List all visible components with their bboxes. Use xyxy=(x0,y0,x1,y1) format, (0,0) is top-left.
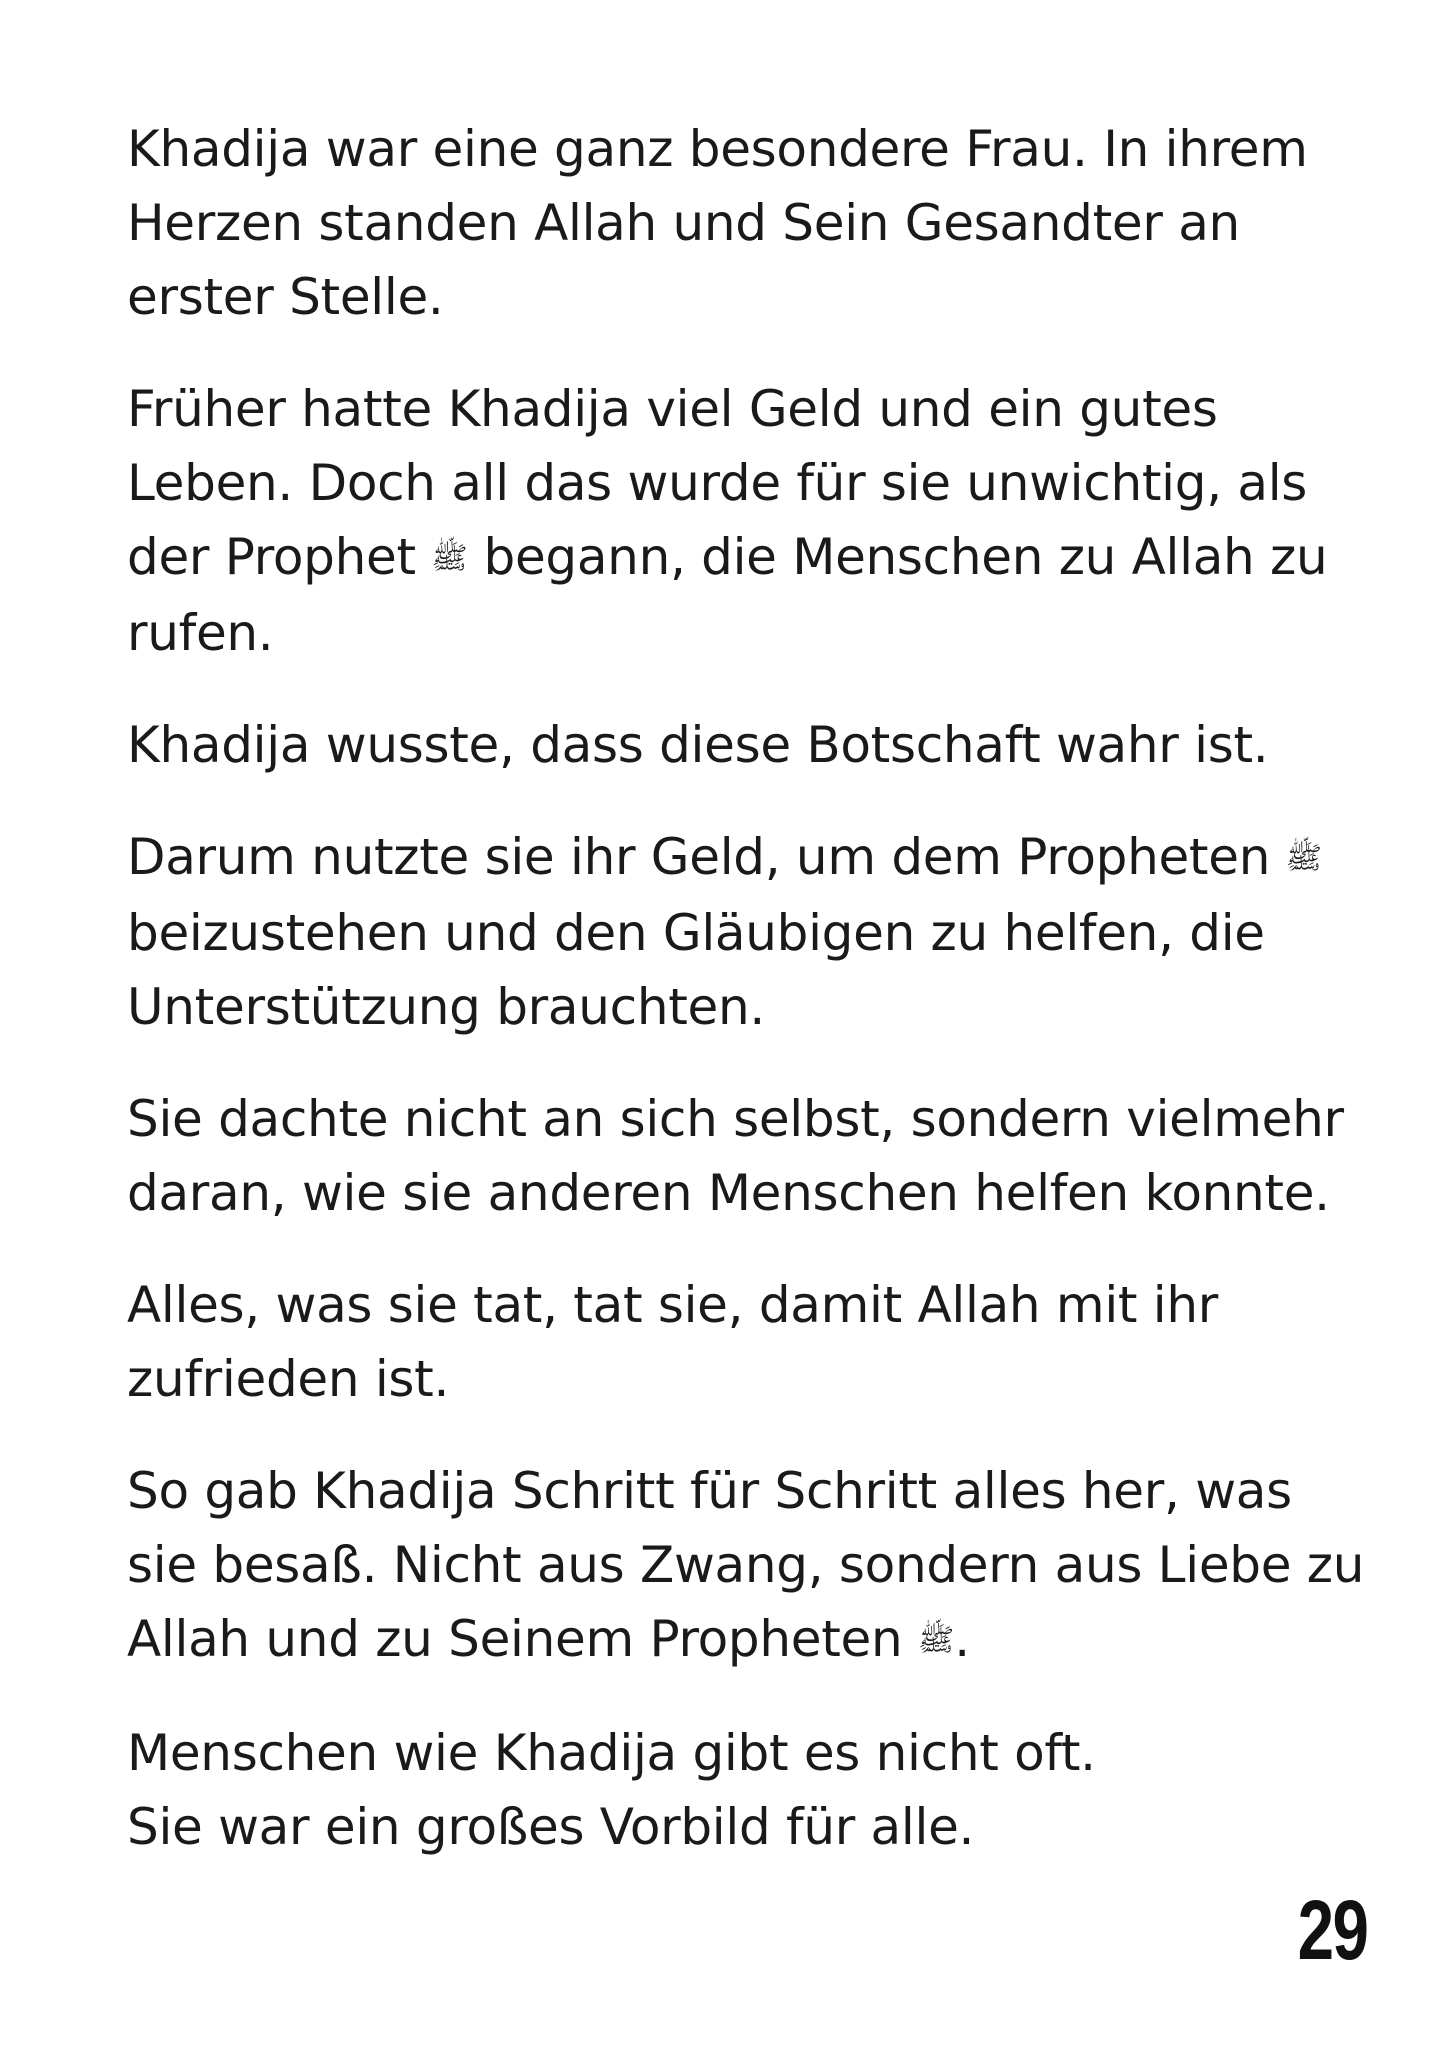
page-text xyxy=(127,112,1365,1902)
line-text: Darum nutzte sie ihr Geld, um dem Propheten xyxy=(127,828,1271,886)
text-line: Unterstützung brauchten. xyxy=(127,978,765,1036)
paragraph-6 xyxy=(127,1268,1357,1416)
text-line xyxy=(127,520,1357,596)
text-line: Khadija war eine ganz besondere Frau. In ihrem xyxy=(127,120,1308,178)
salawat-symbol-icon: ﷺ xyxy=(431,541,468,576)
text-line: sie besaß. Nicht aus Zwang, sondern aus Liebe zu xyxy=(127,1536,1365,1594)
paragraph-4 xyxy=(127,820,1357,1044)
text-line xyxy=(127,820,1357,896)
paragraph-5 xyxy=(127,1082,1357,1230)
salawat-symbol-icon: ﷺ xyxy=(917,1623,955,1658)
page-number: 29 xyxy=(1297,1883,1367,1977)
line-text: der Prophet xyxy=(127,528,416,586)
paragraph-3 xyxy=(127,708,1357,782)
salawat-symbol-icon: ﷺ xyxy=(1285,841,1322,876)
line-text: Allah und zu Seinem Propheten xyxy=(127,1610,903,1668)
text-line: Früher hatte Khadija viel Geld und ein gutes xyxy=(127,380,1218,438)
text-line: Menschen wie Khadija gibt es nicht oft. xyxy=(127,1724,1096,1782)
paragraph-2 xyxy=(127,372,1357,670)
line-text-after: . xyxy=(954,1610,971,1668)
text-line: beizustehen und den Gläubigen zu helfen, die xyxy=(127,904,1265,962)
text-line: Leben. Doch all das wurde für sie unwichtig, als xyxy=(127,454,1308,512)
paragraph-1 xyxy=(127,112,1357,334)
text-line: rufen. xyxy=(127,604,274,662)
paragraph-7 xyxy=(127,1454,1365,1678)
text-line: Alles, was sie tat, tat sie, damit Allah mit ihr xyxy=(127,1276,1219,1334)
text-line: daran, wie sie anderen Menschen helfen konnte. xyxy=(127,1164,1330,1222)
text-line: erster Stelle. xyxy=(127,268,444,326)
text-line xyxy=(127,1602,1357,1678)
line-text-after: begann, die Menschen zu Allah zu xyxy=(467,528,1328,586)
text-line: Khadija wusste, dass diese Botschaft wahr ist. xyxy=(127,716,1269,774)
text-line: Sie dachte nicht an sich selbst, sondern vielmehr xyxy=(127,1090,1344,1148)
paragraph-8 xyxy=(127,1716,1357,1864)
text-line: Herzen standen Allah und Sein Gesandter an xyxy=(127,194,1240,252)
text-line: Sie war ein großes Vorbild für alle. xyxy=(127,1798,975,1856)
text-line: So gab Khadija Schritt für Schritt alles her, was xyxy=(127,1462,1292,1520)
text-line: zufrieden ist. xyxy=(127,1350,450,1408)
